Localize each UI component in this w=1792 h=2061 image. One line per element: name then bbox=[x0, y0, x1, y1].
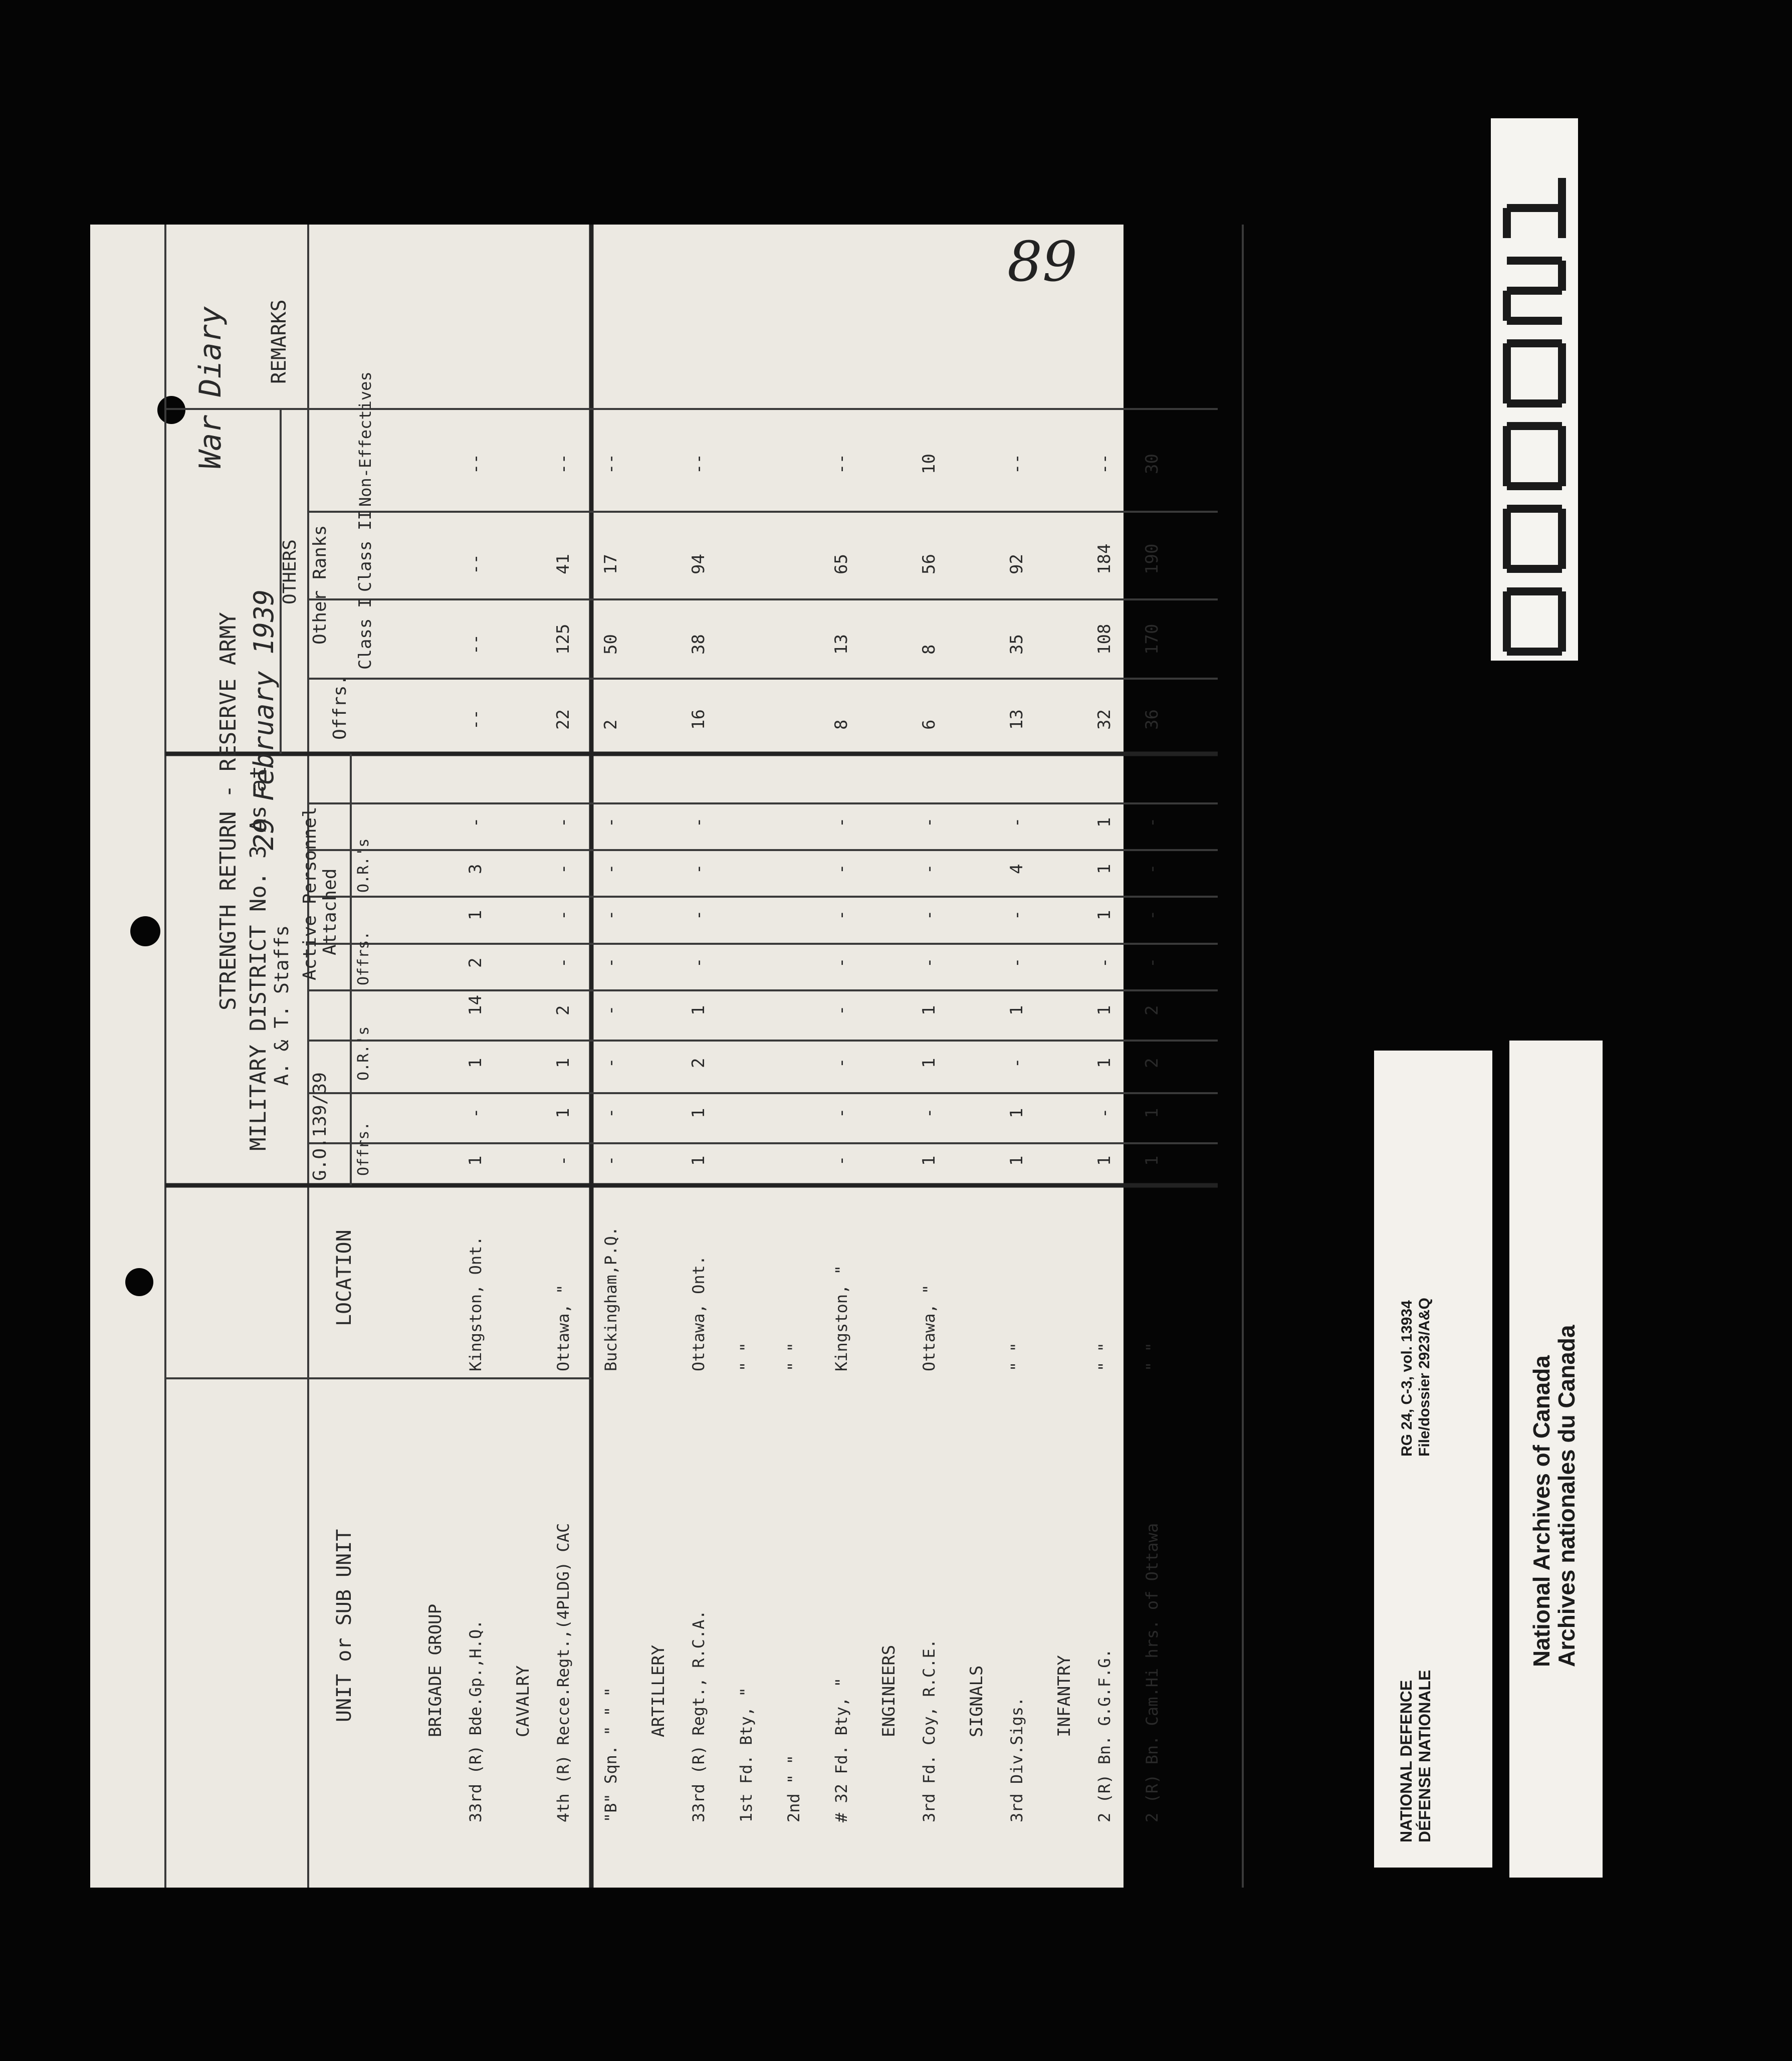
col-others: OTHERS bbox=[280, 539, 300, 604]
unit-name: 33rd (R) Regt., R.C.A. bbox=[689, 1610, 708, 1822]
subcol-offrs: Offrs. bbox=[355, 1121, 372, 1176]
strength-cell: - bbox=[601, 817, 621, 828]
section-heading: SIGNALS bbox=[967, 1665, 987, 1737]
others-class2: -- bbox=[466, 554, 486, 574]
strength-cell: - bbox=[831, 1005, 851, 1015]
others-class2: 184 bbox=[1094, 543, 1114, 574]
strength-cell: - bbox=[601, 1155, 621, 1166]
non-effectives: -- bbox=[466, 454, 486, 474]
strength-cell: - bbox=[919, 957, 939, 968]
others-class1: 13 bbox=[831, 634, 851, 655]
archives-en: National Archives of Canada bbox=[1528, 1355, 1554, 1667]
strength-cell: - bbox=[1094, 957, 1114, 968]
section-heading: CAVALRY bbox=[513, 1665, 533, 1737]
handwritten-annotation: War Diary bbox=[193, 306, 228, 469]
unit-name: 3rd Div.Sigs. bbox=[1007, 1697, 1026, 1822]
punch-hole bbox=[125, 1268, 153, 1296]
col-offrs: Offrs. bbox=[330, 674, 350, 740]
col-remarks: REMARKS bbox=[268, 299, 291, 384]
unit-location: Ottawa, " bbox=[554, 1284, 573, 1371]
unit-location: " " bbox=[1095, 1342, 1114, 1371]
strength-cell: - bbox=[1007, 1058, 1027, 1068]
strength-cell: - bbox=[1142, 910, 1162, 920]
unit-location: " " bbox=[737, 1342, 756, 1371]
strength-cell: - bbox=[689, 957, 709, 968]
strength-cell: 1 bbox=[553, 1058, 573, 1068]
page-number: 89 bbox=[1007, 230, 1077, 294]
strength-cell: 1 bbox=[553, 1108, 573, 1118]
others-class1: -- bbox=[466, 634, 486, 655]
section-heading: BRIGADE GROUP bbox=[425, 1603, 445, 1737]
others-offrs: 2 bbox=[601, 719, 621, 730]
others-class1: 108 bbox=[1094, 624, 1114, 655]
strength-cell: 1 bbox=[1007, 1155, 1027, 1166]
strength-cell: - bbox=[1142, 957, 1162, 968]
others-offrs: 13 bbox=[1007, 709, 1027, 730]
dept-en: NATIONAL DEFENCE bbox=[1397, 1680, 1415, 1842]
others-offrs: 8 bbox=[831, 719, 851, 730]
others-class2: 190 bbox=[1142, 543, 1162, 574]
col-active-personnel: Active Personnel bbox=[300, 806, 320, 980]
strength-cell: - bbox=[1142, 864, 1162, 874]
form-title-line1: STRENGTH RETURN - RESERVE ARMY bbox=[215, 612, 241, 1010]
strength-cell: - bbox=[553, 1155, 573, 1166]
strength-cell: - bbox=[919, 864, 939, 874]
strength-cell: - bbox=[831, 957, 851, 968]
others-class1: 35 bbox=[1007, 634, 1027, 655]
strength-cell: - bbox=[831, 1058, 851, 1068]
strength-cell: 1 bbox=[1094, 1058, 1114, 1068]
strength-cell: 2 bbox=[466, 957, 486, 968]
col-other-ranks: Other Ranks bbox=[310, 525, 330, 645]
strength-cell: - bbox=[1094, 1108, 1114, 1118]
unit-name: 4th (R) Recce.Regt.,(4PLDG) CAC bbox=[554, 1523, 573, 1822]
unit-location: " " bbox=[1007, 1342, 1026, 1371]
col-class1: Class I bbox=[355, 597, 375, 670]
strength-cell: 3 bbox=[466, 864, 486, 874]
non-effectives: -- bbox=[601, 454, 621, 474]
others-offrs: 36 bbox=[1142, 709, 1162, 730]
others-class2: 56 bbox=[919, 554, 939, 574]
strength-cell: - bbox=[919, 1108, 939, 1118]
col-staffs: A. & T. Staffs bbox=[271, 925, 293, 1086]
unit-name: # 32 Fd. Bty, " bbox=[832, 1678, 851, 1822]
others-class1: 125 bbox=[553, 624, 573, 655]
others-class2: 65 bbox=[831, 554, 851, 574]
strength-cell: - bbox=[831, 864, 851, 874]
others-class1: 170 bbox=[1142, 624, 1162, 655]
unit-location: Ottawa, " bbox=[920, 1284, 939, 1371]
ref-line2: File/dossier 2923/A&Q bbox=[1416, 1298, 1433, 1457]
subcol-ors-att: O.R.'s bbox=[355, 838, 372, 893]
section-heading: ENGINEERS bbox=[879, 1644, 899, 1737]
strength-cell: - bbox=[553, 910, 573, 920]
ref-line1: RG 24, C-3, vol. 13934 bbox=[1399, 1300, 1415, 1457]
strength-cell: - bbox=[1007, 817, 1027, 828]
strength-cell: 1 bbox=[466, 1155, 486, 1166]
strength-cell: 1 bbox=[1094, 1005, 1114, 1015]
strength-cell: - bbox=[831, 817, 851, 828]
section-heading: ARTILLERY bbox=[648, 1644, 668, 1737]
others-offrs: 22 bbox=[553, 709, 573, 730]
unit-name: 2 (R) Bn. G.G.F.G. bbox=[1095, 1648, 1114, 1822]
others-class2: 94 bbox=[689, 554, 709, 574]
others-class1: 8 bbox=[919, 644, 939, 655]
strength-cell: - bbox=[689, 817, 709, 828]
strength-cell: 1 bbox=[466, 910, 486, 920]
non-effectives: 10 bbox=[919, 454, 939, 474]
unit-location: Kingston, Ont. bbox=[466, 1236, 485, 1371]
strength-cell: - bbox=[601, 957, 621, 968]
strength-cell: - bbox=[553, 864, 573, 874]
strength-cell: - bbox=[601, 1108, 621, 1118]
non-effectives: 30 bbox=[1142, 454, 1162, 474]
strength-cell: 1 bbox=[1094, 1155, 1114, 1166]
strength-cell: 2 bbox=[1142, 1005, 1162, 1015]
non-effectives: -- bbox=[1094, 454, 1114, 474]
unit-name: 33rd (R) Bde.Gp.,H.Q. bbox=[466, 1619, 485, 1822]
strength-cell: 1 bbox=[1094, 910, 1114, 920]
others-offrs: -- bbox=[466, 709, 486, 730]
form-title-line2: MILITARY DISTRICT No. 3 As at bbox=[246, 765, 271, 1151]
unit-name: 1st Fd. Bty, " bbox=[737, 1687, 756, 1822]
col-class2: Class II bbox=[355, 510, 375, 592]
others-offrs: 32 bbox=[1094, 709, 1114, 730]
archives-fr: Archives nationales du Canada bbox=[1553, 1325, 1580, 1667]
non-effectives: -- bbox=[831, 454, 851, 474]
others-class2: 41 bbox=[553, 554, 573, 574]
strength-cell: 1 bbox=[689, 1108, 709, 1118]
strength-cell: 1 bbox=[919, 1005, 939, 1015]
strength-cell: - bbox=[601, 1058, 621, 1068]
strength-cell: - bbox=[831, 1155, 851, 1166]
handwritten-date: 29 February 1939 bbox=[248, 589, 280, 850]
strength-cell: - bbox=[1007, 957, 1027, 968]
col-non-effectives: Non-Effectives bbox=[356, 371, 375, 507]
strength-cell: - bbox=[831, 1108, 851, 1118]
strength-cell: - bbox=[466, 817, 486, 828]
unit-name: 2 (R) Bn. Cam.Hi hrs. of Ottawa bbox=[1143, 1523, 1162, 1822]
strength-cell: 1 bbox=[1094, 817, 1114, 828]
strength-cell: 14 bbox=[466, 995, 486, 1015]
strength-cell: 4 bbox=[1007, 864, 1027, 874]
col-attached: Attached bbox=[320, 868, 340, 955]
strength-cell: - bbox=[689, 910, 709, 920]
strength-cell: - bbox=[601, 1005, 621, 1015]
col-unit-header: UNIT or SUB UNIT bbox=[333, 1529, 356, 1722]
strength-cell: - bbox=[1142, 817, 1162, 828]
strength-cell: 1 bbox=[1007, 1005, 1027, 1015]
strength-cell: - bbox=[601, 864, 621, 874]
section-heading: INFANTRY bbox=[1054, 1655, 1074, 1737]
others-offrs: 16 bbox=[689, 709, 709, 730]
strength-cell: - bbox=[466, 1108, 486, 1118]
others-offrs: 6 bbox=[919, 719, 939, 730]
punch-hole bbox=[130, 916, 160, 946]
unit-name: 2nd " " bbox=[784, 1755, 803, 1822]
others-class2: 17 bbox=[601, 554, 621, 574]
strength-cell: 1 bbox=[689, 1005, 709, 1015]
strength-cell: 1 bbox=[1094, 864, 1114, 874]
unit-location: " " bbox=[1143, 1342, 1162, 1371]
others-class2: 92 bbox=[1007, 554, 1027, 574]
col-location-header: LOCATION bbox=[333, 1229, 356, 1326]
strength-cell: - bbox=[601, 910, 621, 920]
strength-cell: 1 bbox=[919, 1058, 939, 1068]
dept-fr: DÉFENSE NATIONALE bbox=[1416, 1670, 1434, 1842]
strength-cell: - bbox=[831, 910, 851, 920]
others-class1: 38 bbox=[689, 634, 709, 655]
strength-cell: 1 bbox=[919, 1155, 939, 1166]
non-effectives: -- bbox=[553, 454, 573, 474]
strength-cell: - bbox=[919, 910, 939, 920]
others-class1: 50 bbox=[601, 634, 621, 655]
unit-location: " " bbox=[784, 1342, 803, 1371]
strength-cell: - bbox=[689, 864, 709, 874]
strength-cell: - bbox=[553, 817, 573, 828]
unit-name: 3rd Fd. Coy, R.C.E. bbox=[920, 1638, 939, 1822]
unit-location: Kingston, " bbox=[832, 1265, 851, 1371]
strength-cell: 2 bbox=[553, 1005, 573, 1015]
strength-cell: 1 bbox=[1007, 1108, 1027, 1118]
strength-cell: 1 bbox=[689, 1155, 709, 1166]
non-effectives: -- bbox=[689, 454, 709, 474]
strength-cell: - bbox=[919, 817, 939, 828]
unit-location: Buckingham,P.Q. bbox=[601, 1226, 620, 1371]
non-effectives: -- bbox=[1007, 454, 1027, 474]
subcol-ors: O.R.'s bbox=[355, 1026, 372, 1081]
strength-cell: - bbox=[1007, 910, 1027, 920]
strength-cell: 2 bbox=[689, 1058, 709, 1068]
strength-cell: - bbox=[553, 957, 573, 968]
subcol-offrs-att: Offrs. bbox=[355, 931, 372, 985]
unit-name: "B" Sqn. " " " bbox=[601, 1687, 620, 1822]
strength-cell: 2 bbox=[1142, 1058, 1162, 1068]
strength-cell: 1 bbox=[1142, 1155, 1162, 1166]
strength-cell: 1 bbox=[466, 1058, 486, 1068]
col-ref: G.O.139/39 bbox=[310, 1072, 330, 1181]
unit-location: Ottawa, Ont. bbox=[689, 1255, 708, 1371]
strength-cell: 1 bbox=[1142, 1108, 1162, 1118]
